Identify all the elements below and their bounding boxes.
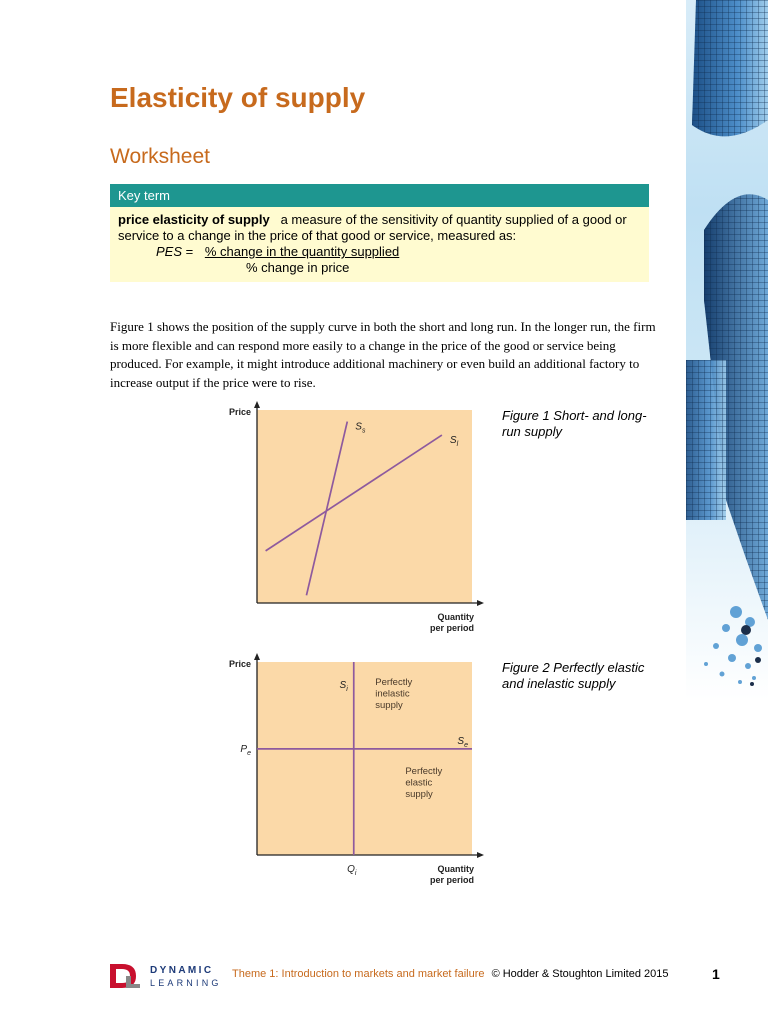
figure2-x-tick-label: $Q_i$ — [347, 864, 357, 877]
footer-text — [232, 968, 668, 980]
dynamic-learning-logo — [110, 962, 230, 990]
key-term-definition-text: a measure of the sensitivity of quantity supplied of a good or service to a change in the price of that good or service, measured as: — [118, 212, 627, 243]
formula-equals: = — [185, 244, 194, 259]
figure2-svg — [222, 652, 492, 888]
figure2-series-label-i: $S_i$ — [339, 680, 348, 693]
key-term-header: Key term — [110, 184, 649, 207]
figure2-y-axis-label: Price — [228, 659, 251, 669]
decorative-building-image — [686, 0, 768, 700]
figure2-y-tick-label: $P_e$ — [240, 743, 251, 757]
figure1-x-axis-arrow — [477, 600, 484, 606]
footer-copyright: © Hodder & Stoughton Limited 2015 — [491, 968, 669, 980]
formula-label: PES — [156, 244, 183, 259]
figure1-plot-area — [257, 410, 472, 603]
footer-theme: Theme 1: Introduction to markets and market failure — [232, 968, 485, 980]
figure2-x-axis-label-line1: Quantity — [437, 864, 474, 874]
figure2-x-axis-label-line2: per period — [429, 875, 474, 885]
figure2-caption: Figure 2 Perfectly elastic and inelastic supply — [502, 660, 645, 691]
figure2-y-axis-arrow — [254, 653, 260, 660]
figure1-y-axis-arrow — [254, 401, 260, 408]
figure1-caption: Figure 1 Short- and long-run supply — [502, 408, 647, 439]
key-term-body — [110, 207, 649, 282]
formula-numerator: % change in the quantity supplied — [204, 244, 400, 259]
figure1-series-label-s: $S_s$ — [355, 421, 366, 435]
formula-line — [118, 244, 641, 260]
key-term-name: price elasticity of supply — [118, 212, 270, 227]
page-number: 1 — [712, 966, 720, 982]
figure2-x-axis-arrow — [477, 852, 484, 858]
page-subtitle: Worksheet — [110, 145, 210, 168]
key-term-definition — [118, 212, 641, 244]
figure1-series-label-l: $S_l$ — [449, 435, 459, 449]
figure2-annotation-2: Perfectly elastic supply — [405, 765, 443, 800]
figure2-plot-area — [257, 662, 472, 855]
page-title: Elasticity of supply — [110, 82, 366, 113]
body-paragraph: Figure 1 shows the position of the supply curve in both the short and long run. In the longer run, the firm is more flexible and can respond more easily to a change in the price of the good or service being produced. For example, it might introduce additional machinery or even build an additional factory to increase output if the price were to rise. — [110, 319, 656, 390]
figure2-series-label-e: $S_e$ — [457, 735, 468, 749]
figure2-annotation-1: Perfectly inelastic supply — [375, 677, 413, 712]
figure1-chart — [222, 400, 492, 641]
figure1-svg — [222, 400, 492, 636]
logo-word-learning: LEARNING — [150, 978, 222, 988]
formula-denominator: % change in price — [246, 260, 350, 275]
logo-word-dynamic: DYNAMIC — [150, 965, 214, 976]
key-term-box — [110, 184, 649, 282]
figure1-x-axis-label-line2: per period — [429, 623, 474, 633]
figure1-x-axis-label-line1: Quantity — [437, 612, 474, 622]
figure2-chart — [222, 652, 492, 893]
figure1-y-axis-label: Price — [228, 407, 251, 417]
